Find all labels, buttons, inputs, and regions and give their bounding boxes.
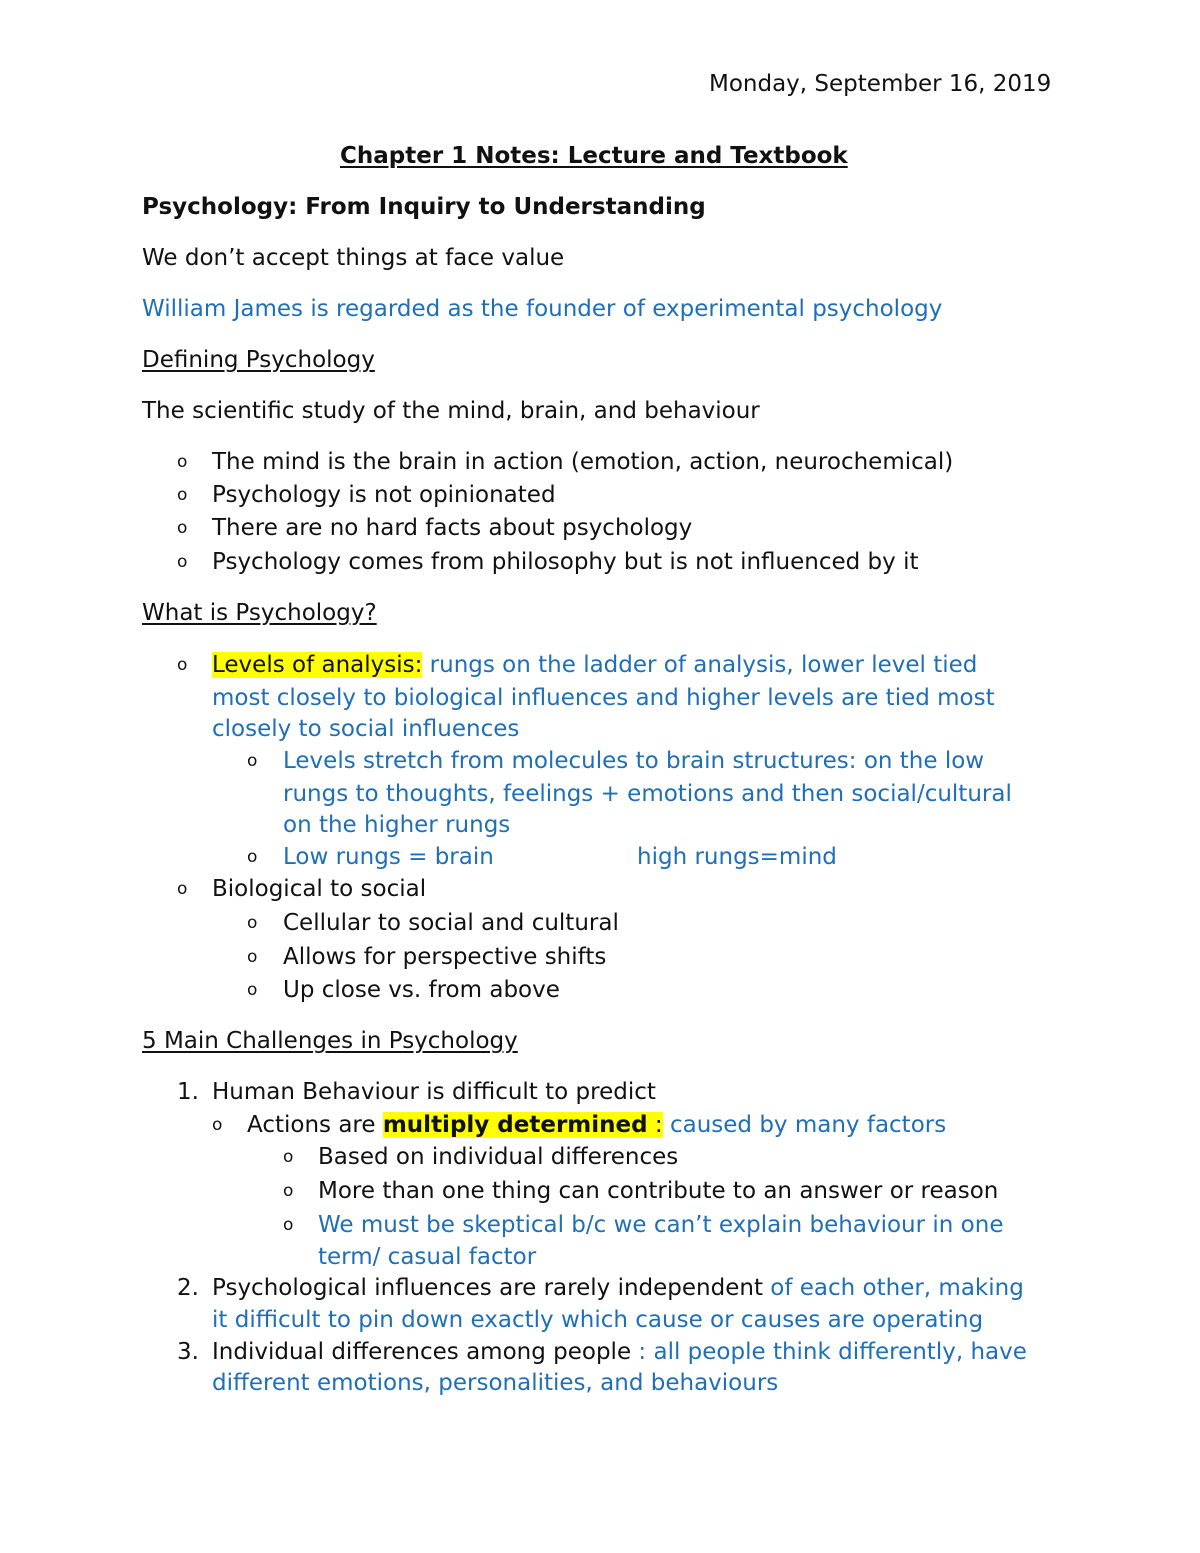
bullet-icon: o (247, 947, 258, 967)
list-item (212, 1341, 1027, 1364)
multiply-determined-prefix: Actions are (247, 1112, 383, 1138)
list-item: Biological to social (212, 876, 427, 902)
list-number: 1. (177, 1079, 199, 1105)
multiply-determined-colon: : (647, 1112, 663, 1138)
list-item: There are no hard facts about psychology (212, 515, 693, 541)
list-item: Levels stretch from molecules to brain structures: on the low (283, 748, 985, 774)
levels-of-analysis-term: Levels of analysis: (212, 652, 423, 678)
list-item (212, 1277, 1024, 1300)
section-heading-challenges: 5 Main Challenges in Psychology (142, 1028, 518, 1054)
list-item: Psychology is not opinionated (212, 482, 556, 508)
list-item-cont: different emotions, personalities, and behaviours (212, 1370, 779, 1396)
multiply-determined-definition: caused by many factors (662, 1112, 947, 1138)
list-item: Based on individual differences (318, 1144, 679, 1170)
item3-black-text: Individual differences among people (212, 1339, 632, 1365)
bullet-icon: o (177, 552, 188, 572)
document-title: Chapter 1 Notes: Lecture and Textbook (340, 143, 848, 169)
document-date: Monday, September 16, 2019 (709, 71, 1052, 97)
high-rungs-text: high rungs=mind (637, 844, 837, 870)
section-heading-defining: Defining Psychology (142, 347, 375, 373)
bullet-icon: o (283, 1215, 294, 1235)
definition-text: The scientific study of the mind, brain, and behaviour (142, 398, 760, 424)
multiply-determined-term: multiply determined (382, 1112, 648, 1138)
bullet-icon: o (177, 879, 188, 899)
list-item-cont: term/ casual factor (318, 1244, 537, 1270)
list-number: 3. (177, 1339, 199, 1365)
bullet-icon: o (177, 452, 188, 472)
item2-blue-text: of each other, making (762, 1275, 1024, 1301)
levels-of-analysis-definition-cont: most closely to biological influences and higher levels are tied most (212, 685, 995, 711)
bullet-icon: o (177, 518, 188, 538)
bullet-icon: o (283, 1147, 294, 1167)
multiply-determined-line (247, 1114, 946, 1137)
bullet-icon: o (247, 913, 258, 933)
levels-of-analysis-definition-cont: closely to social influences (212, 716, 520, 742)
list-item: Human Behaviour is difficult to predict (212, 1079, 656, 1105)
levels-of-analysis-line (212, 654, 977, 677)
low-rungs-text: Low rungs = brain (283, 844, 494, 870)
bullet-icon: o (247, 847, 258, 867)
list-item: The mind is the brain in action (emotion, action, neurochemical) (212, 449, 954, 475)
list-item: Cellular to social and cultural (283, 910, 619, 936)
list-item-cont: on the higher rungs (283, 812, 511, 838)
bullet-icon: o (177, 655, 188, 675)
list-item: Psychology comes from philosophy but is not influenced by it (212, 549, 919, 575)
document-subtitle: Psychology: From Inquiry to Understanding (142, 194, 706, 220)
list-item: We must be skeptical b/c we can’t explain behaviour in one (318, 1212, 1004, 1238)
list-number: 2. (177, 1275, 199, 1301)
intro-blue-line: William James is regarded as the founder of experimental psychology (142, 296, 943, 322)
bullet-icon: o (177, 485, 188, 505)
list-item: More than one thing can contribute to an answer or reason (318, 1178, 999, 1204)
section-heading-what-is: What is Psychology? (142, 600, 377, 626)
list-item-cont: it difficult to pin down exactly which cause or causes are operating (212, 1307, 984, 1333)
bullet-icon: o (247, 751, 258, 771)
list-item: Up close vs. from above (283, 977, 560, 1003)
bullet-icon: o (283, 1181, 294, 1201)
bullet-icon: o (247, 980, 258, 1000)
list-item: Allows for perspective shifts (283, 944, 607, 970)
bullet-icon: o (212, 1115, 223, 1135)
levels-of-analysis-definition: rungs on the ladder of analysis, lower level tied (422, 652, 978, 678)
item3-blue-text: : all people think differently, have (631, 1339, 1027, 1365)
item2-black-text: Psychological influences are rarely independent (212, 1275, 763, 1301)
list-item-cont: rungs to thoughts, feelings + emotions and then social/cultural (283, 781, 1012, 807)
intro-line: We don’t accept things at face value (142, 245, 565, 271)
